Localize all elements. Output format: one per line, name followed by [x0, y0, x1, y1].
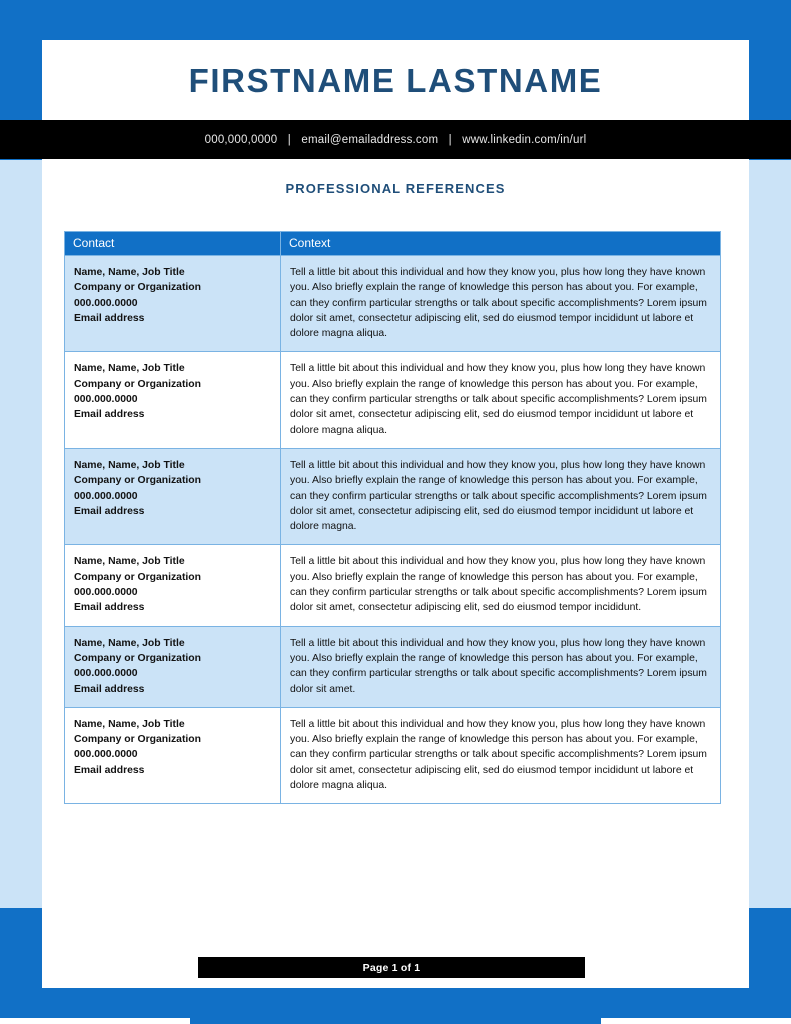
reference-company: Company or Organization	[74, 571, 202, 583]
reference-phone: 000.000.0000	[74, 587, 138, 599]
reference-context-cell: Tell a little bit about this individual and how they know you, plus how long they have known you. Also briefly explain the range of knowledge this person has about you. For example, can they confirm particular strengths or talk about specific accomplishments? Lorem ipsum dolor sit amet, consectetur adipiscing elit, sed do eiusmod tempor incididunt ut labore et dolore magna aliqua.	[281, 256, 721, 352]
table-row	[65, 256, 721, 352]
reference-email: Email address	[74, 602, 145, 614]
contact-email[interactable]: email@emailaddress.com	[301, 133, 439, 146]
reference-email: Email address	[74, 409, 145, 421]
page-title: FIRSTNAME LASTNAME	[188, 62, 603, 99]
table-row	[65, 626, 721, 707]
references-table	[64, 231, 721, 804]
reference-context-cell: Tell a little bit about this individual and how they know you, plus how long they have known you. Also briefly explain the range of knowledge this person has about you. For example, can they confirm particular strengths or talk about specific accomplishments? Lorem ipsum dolor sit amet, consectetur adipiscing elit, sed do eiusmod tempor incididunt ut labore et dolore magna aliqua.	[281, 352, 721, 448]
reference-email: Email address	[74, 505, 145, 517]
column-header-contact: Contact	[65, 232, 281, 256]
contact-bar	[0, 120, 791, 159]
reference-context-cell: Tell a little bit about this individual and how they know you, plus how long they have known you. Also briefly explain the range of knowledge this person has about you. For example, can they confirm particular strengths or talk about specific accomplishments? Lorem ipsum dolor sit amet.	[281, 626, 721, 707]
contact-linkedin[interactable]: www.linkedin.com/in/url	[462, 133, 587, 146]
contact-separator-2: |	[448, 133, 452, 146]
reference-name: Name, Name, Job Title	[74, 637, 185, 649]
reference-phone: 000.000.0000	[74, 749, 138, 761]
table-row	[65, 352, 721, 448]
table-header-row	[65, 232, 721, 256]
reference-phone: 000.000.0000	[74, 668, 138, 680]
footer-edge-blue	[190, 1018, 601, 1024]
reference-context-cell: Tell a little bit about this individual and how they know you, plus how long they have known you. Also briefly explain the range of knowledge this person has about you. For example, can they confirm particular strengths or talk about specific accomplishments? Lorem ipsum dolor sit amet, consectetur adipiscing elit, sed do eiusmod tempor incididunt ut labore et dolore magna.	[281, 448, 721, 544]
reference-email: Email address	[74, 312, 145, 324]
section-heading-professional-references: PROFESSIONAL REFERENCES	[285, 181, 506, 196]
reference-company: Company or Organization	[74, 378, 202, 390]
reference-company: Company or Organization	[74, 734, 202, 746]
table-row	[65, 448, 721, 544]
reference-phone: 000.000.0000	[74, 394, 138, 406]
reference-email: Email address	[74, 683, 145, 695]
page-number-label: Page 1 of 1	[362, 961, 421, 974]
reference-context-cell: Tell a little bit about this individual and how they know you, plus how long they have known you. Also briefly explain the range of knowledge this person has about you. For example, can they confirm particular strengths or talk about specific accomplishments? Lorem ipsum dolor sit amet, consectetur adipiscing elit, sed do eiusmod tempor incididunt.	[281, 545, 721, 626]
reference-phone: 000.000.0000	[74, 490, 138, 502]
reference-contact-cell	[65, 626, 281, 707]
table-row	[65, 545, 721, 626]
reference-company: Company or Organization	[74, 282, 202, 294]
reference-contact-cell	[65, 256, 281, 352]
column-header-context: Context	[281, 232, 721, 256]
contact-phone: 000,000,0000	[204, 133, 278, 146]
reference-email: Email address	[74, 764, 145, 776]
reference-name: Name, Name, Job Title	[74, 459, 185, 471]
reference-contact-cell	[65, 448, 281, 544]
reference-phone: 000.000.0000	[74, 297, 138, 309]
reference-name: Name, Name, Job Title	[74, 267, 185, 278]
reference-contact-cell	[65, 707, 281, 803]
reference-name: Name, Name, Job Title	[74, 718, 185, 730]
reference-contact-cell	[65, 545, 281, 626]
reference-contact-cell	[65, 352, 281, 448]
reference-name: Name, Name, Job Title	[74, 363, 185, 375]
table-row	[65, 707, 721, 803]
contact-line	[205, 134, 587, 146]
reference-context-cell: Tell a little bit about this individual and how they know you, plus how long they have known you. Also briefly explain the range of knowledge this person has about you. For example, can they confirm particular strengths or talk about specific accomplishments? Lorem ipsum dolor sit amet, consectetur adipiscing elit, sed do eiusmod tempor incididunt ut labore et dolore magna aliqua.	[281, 707, 721, 803]
reference-name: Name, Name, Job Title	[74, 556, 185, 568]
reference-company: Company or Organization	[74, 652, 202, 664]
reference-company: Company or Organization	[74, 475, 202, 487]
footer-bar	[198, 957, 585, 978]
contact-separator-1: |	[287, 133, 291, 146]
